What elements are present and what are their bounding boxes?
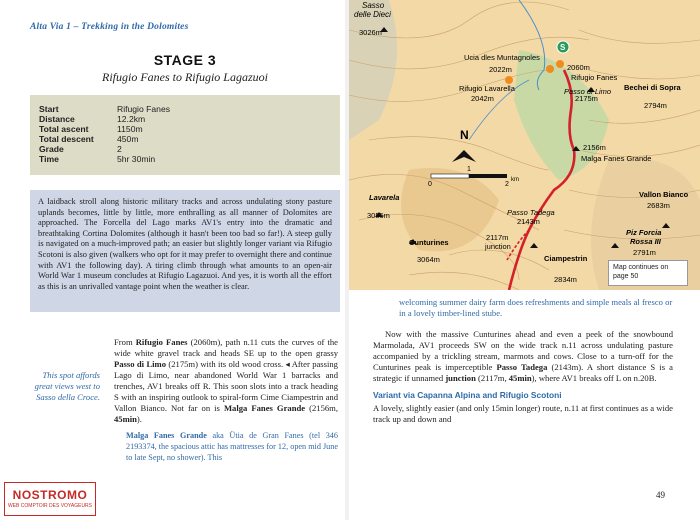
map-label: Piz Forcia <box>626 228 662 237</box>
time-value: 45min <box>508 373 532 383</box>
logo-tagline: WEB COMPTOIR DES VOYAGEURS <box>8 503 92 509</box>
map-label: 3026m <box>359 28 382 37</box>
stat-row <box>30 134 340 144</box>
stat-row <box>30 114 340 124</box>
stat-row <box>30 144 340 154</box>
map-label: 2022m <box>489 65 512 74</box>
map-label: 2042m <box>471 94 494 103</box>
info-paragraph: welcoming summer dairy farm does refreshments and simple meals al fresco or in a lovely timber-lined stube. <box>399 297 673 318</box>
page-number: 49 <box>656 490 665 500</box>
map-label: Rifugio Lavarella <box>459 84 515 93</box>
place-name: Passo Tadega <box>496 362 548 372</box>
stat-label: Start <box>39 104 59 114</box>
map-svg <box>349 0 700 290</box>
map-label: Malga Fanes Grande <box>581 154 652 163</box>
map-label: Vallon Bianco <box>639 190 689 199</box>
stage-stats-box <box>30 95 340 175</box>
right-body-text <box>373 297 673 430</box>
stage-intro: A laidback stroll along historic military tracks and across undulating stony pasture uplands becomes, little by little, more enthralling as all manner of Dolomites are approached. The Forcella del Lago marks AV1's entry into the dramatic and breathtaking Cortina Dolomites (although it hasn't been too bad so far!). A steep gully is navigated on a much-improved path; an easier but slightly longer variant via Rifugio Scotoni is also given (walkers who opt for it may prefer to overnight there and continue with AV1 the following day). A tiring climb through what amounts to an open-air World War 1 museum concludes at Rifugio Lagazuoi. And yes, it is worth all the effort as this is an unrivalled vantage point when the weather is clear. <box>30 190 340 312</box>
place-name: Malga Fanes Grande <box>223 403 306 413</box>
scale-label: 0 <box>428 181 432 188</box>
map-label: 2143m <box>517 217 540 226</box>
map-label: Bechei di Sopra <box>624 83 681 92</box>
map-label: 2834m <box>554 275 577 284</box>
map-label: 2175m <box>575 94 598 103</box>
stat-label: Time <box>39 154 59 165</box>
map-label: 3055m <box>367 211 390 220</box>
north-label: N <box>460 128 469 142</box>
scale-label: 1 <box>467 166 471 173</box>
map-label: 2791m <box>633 248 656 257</box>
text: ), where AV1 breaks off L on n.20B. <box>531 373 657 383</box>
map-label: 3064m <box>417 255 440 264</box>
map-label: Cunturines <box>409 238 449 247</box>
stat-row <box>30 154 340 164</box>
nostromo-logo <box>4 482 96 516</box>
map-label: 2794m <box>644 101 667 110</box>
map-label: Rifugio Fanes <box>571 73 618 82</box>
text: ). <box>136 414 142 424</box>
map-label: Passo di Limo <box>564 87 612 96</box>
stat-value: 5hr 30min <box>117 154 156 165</box>
scale-unit: km <box>511 177 519 183</box>
stat-label: Distance <box>39 114 75 125</box>
scale-label: 2 <box>505 181 509 188</box>
place-name: Malga Fanes Grande <box>126 431 207 440</box>
map-label: 2683m <box>647 201 670 210</box>
map-label: 2117m <box>486 233 509 242</box>
stage-subtitle: Rifugio Fanes to Rifugio Lagazuoi <box>101 70 268 84</box>
map-label: Lavarela <box>369 193 400 202</box>
info-paragraph <box>126 430 338 463</box>
map-label: Sasso <box>362 1 385 10</box>
map-label: 2156m <box>583 143 606 152</box>
place-name: Passo di Limo <box>114 359 167 369</box>
text: (2175m) with its old wood cross. ◂ After passing Lago di Limo, near abandoned World War 1 barracks and trenches, AV1 breaks off R. This soon slots into a track heading S with an inspiring outlook to spiral-form Cime Ciampestrin and Vallon Bianco. Not far on is <box>114 359 338 413</box>
map-label: Passo Tadega <box>507 208 555 217</box>
stat-value: 2 <box>117 144 122 155</box>
text: From <box>114 337 136 347</box>
stat-row <box>30 104 340 114</box>
map-continuation-note: Map continues on page 50 <box>608 260 688 286</box>
stat-value: 450m <box>117 134 139 145</box>
stat-label: Total ascent <box>39 124 89 135</box>
paragraph: A lovely, slightly easier (and only 15min longer) route, n.11 at first continues as a wide track up and down and <box>373 403 673 424</box>
stat-row <box>30 124 340 134</box>
map-label: Ciampestrin <box>544 254 588 263</box>
text: (2143m). A short distance S is a strategic if unnamed <box>373 362 673 383</box>
stat-value: 1150m <box>117 124 143 135</box>
stage-title: STAGE 3 <box>153 52 217 68</box>
text: (2060m), path n.11 cuts the curves of the wide white gravel track and heads SE up to the open grassy <box>114 337 338 358</box>
running-head: Alta Via 1 – Trekking in the Dolomites <box>30 22 189 32</box>
map-label: Rossa III <box>630 237 661 246</box>
variant-heading: Variant via Capanna Alpina and Rifugio Scotoni <box>373 390 562 400</box>
time-value: 45min <box>114 414 137 424</box>
map-label: Ucia dles Muntagnoles <box>464 53 540 62</box>
text: (2117m, <box>475 373 509 383</box>
map-label: delle Dieci <box>354 10 391 19</box>
place-name: Rifugio Fanes <box>135 337 188 347</box>
paragraph <box>373 329 673 384</box>
text: aka Ütia de Gran Fanes (tel 346 2193374, the spacious attic has mattresses for 12, open mid June to late Sept, no shower). This <box>126 431 338 462</box>
left-body-text <box>114 337 338 468</box>
map-label: 2060m <box>567 63 590 72</box>
stat-value: 12.2km <box>117 114 146 125</box>
stat-label: Grade <box>39 144 64 155</box>
route-map <box>349 0 700 290</box>
scale-bar <box>431 174 507 178</box>
text: (2156m, <box>305 403 339 413</box>
text: Now with the massive Cunturines ahead and even a peek of the snowbound Marmolada, AV1 proceeds SW on the wide track n.11 across undulating pasture accompanied by a trickling stream, marmots and cows. Close to a turn-off for the Cunturines peak is imperceptible <box>373 329 673 372</box>
place-name: junction <box>445 373 476 383</box>
stage-start-label: S <box>560 43 566 52</box>
map-label: junction <box>485 242 511 251</box>
paragraph <box>114 337 338 425</box>
margin-note: This spot affords great views west to Sasso della Croce. <box>34 370 100 402</box>
stat-value: Rifugio Fanes <box>117 104 171 114</box>
logo-name: NOSTROMO <box>12 488 88 502</box>
stat-label: Total descent <box>39 134 94 145</box>
